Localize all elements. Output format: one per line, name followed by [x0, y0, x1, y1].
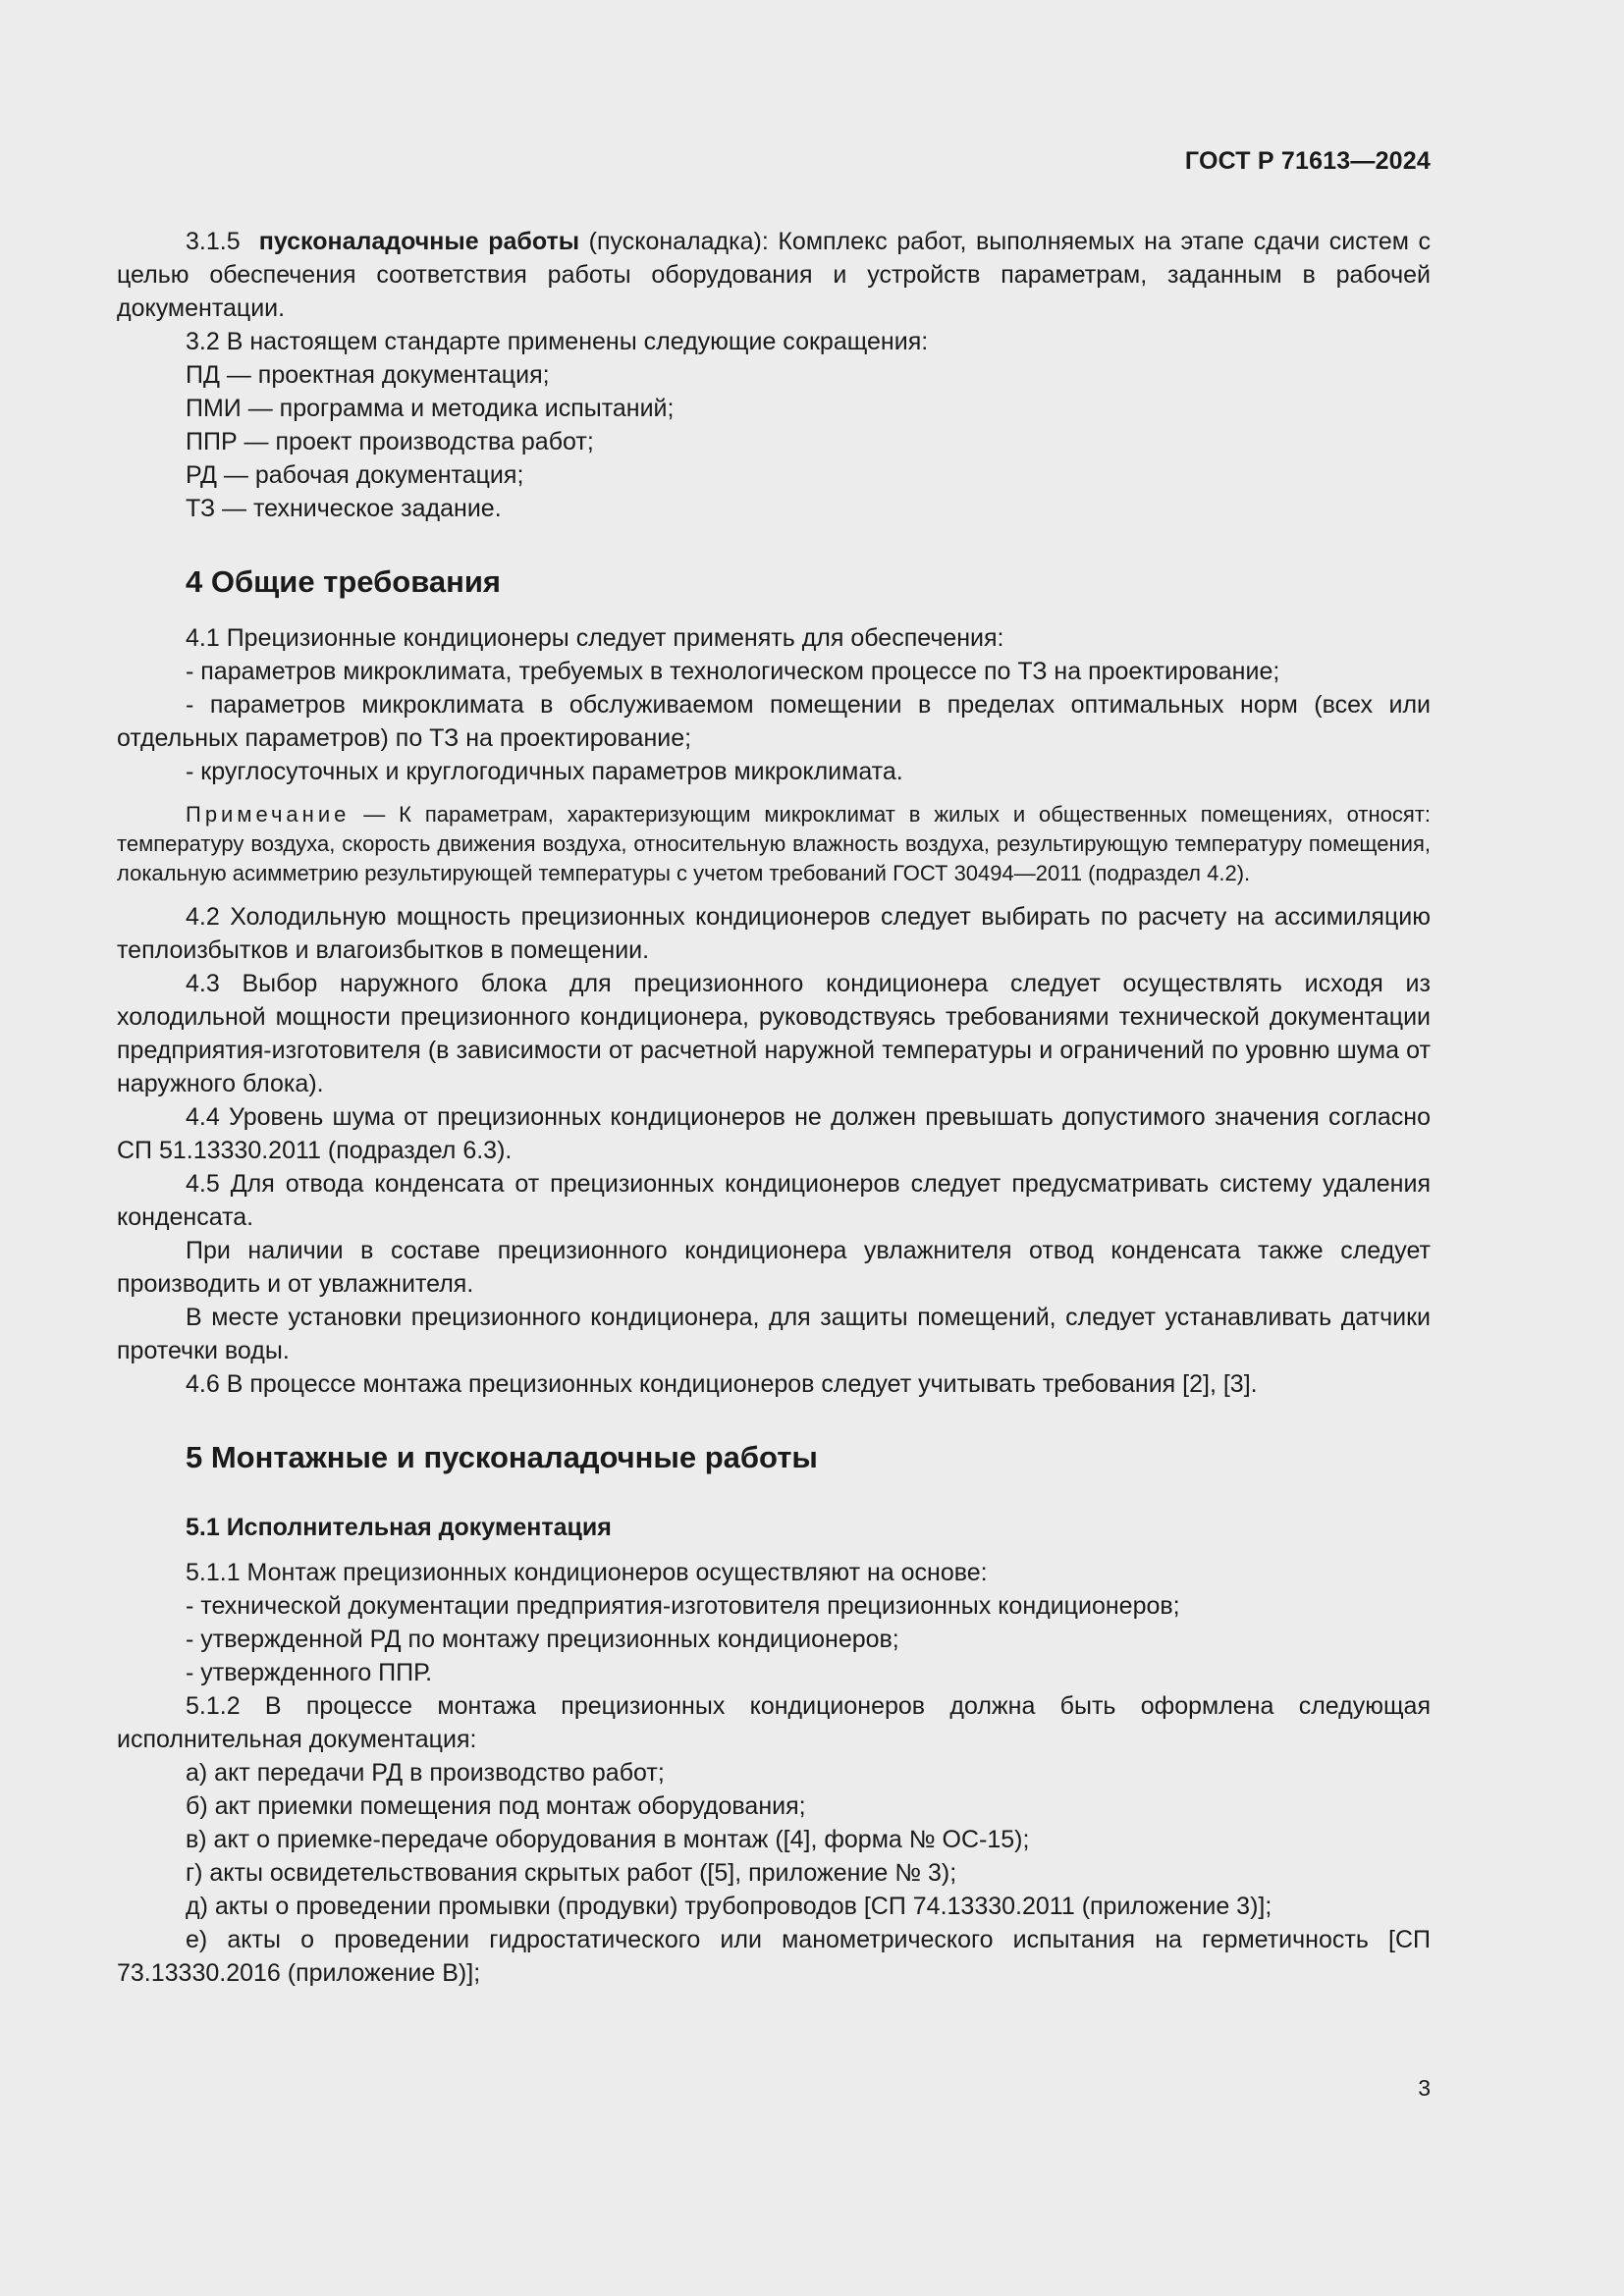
clause-3-1-5	[117, 225, 1431, 325]
list-item: - параметров микроклимата в обслуживаемом помещении в пределах оптимальных норм (всех или отдельных параметров) по ТЗ на проектирование;	[117, 691, 1431, 752]
note-text: — К параметрам, характеризующим микроклимат в жилых и общественных помещениях, относят: температуру воздуха, скорость движения воздуха, относительную влажность воздуха, результирующую температуру помещения, локальную асимметрию результирующей температуры с учетом требований ГОСТ 30494—2011 (подраздел 4.2).	[117, 802, 1431, 885]
list-item: б) акт приемки помещения под монтаж оборудования;	[186, 1792, 806, 1820]
clause-number: 3.1.5	[186, 228, 241, 255]
note-paragraph	[117, 800, 1431, 888]
section-4-heading: 4 Общие требования	[186, 564, 501, 599]
list-item: е) акты о проведении гидростатического или манометрического испытания на герметичность [СП 73.13330.2016 (приложение В)];	[117, 1926, 1431, 1987]
list-item: а) акт передачи РД в производство работ;	[186, 1759, 665, 1787]
page-number: 3	[1418, 2075, 1431, 2101]
clause-4-1: 4.1 Прецизионные кондиционеры следует применять для обеспечения:	[186, 624, 1004, 652]
clause-4-5-paragraph: В месте установки прецизионного кондиционера, для защиты помещений, следует устанавливать датчики протечки воды.	[117, 1304, 1431, 1364]
term-definition: (пусконаладка): Комплекс работ, выполняемых на этапе сдачи систем с целью обеспечения соответствия работы оборудования и устройств параметрам, заданным в рабочей документации.	[117, 228, 1431, 322]
abbreviation-item: РД — рабочая документация;	[186, 461, 524, 489]
clause-4-5: 4.5 Для отвода конденсата от прецизионных кондиционеров следует предусматривать систему удаления конденсата.	[117, 1170, 1431, 1231]
list-item: г) акты освидетельствования скрытых работ ([5], приложение № 3);	[186, 1859, 957, 1887]
list-item: - круглосуточных и круглогодичных параметров микроклимата.	[186, 758, 903, 785]
document-page	[117, 0, 1431, 2296]
clause-4-5-paragraph: При наличии в составе прецизионного кондиционера увлажнителя отвод конденсата также следует производить и от увлажнителя.	[117, 1237, 1431, 1298]
subsection-5-1-heading: 5.1 Исполнительная документация	[186, 1514, 612, 1541]
abbreviation-item: ПМИ — программа и методика испытаний;	[186, 395, 675, 422]
note-block	[117, 800, 1431, 888]
clause-4-6: 4.6 В процессе монтажа прецизионных кондиционеров следует учитывать требования [2], [3].	[186, 1370, 1258, 1398]
term: пусконаладочные работы	[258, 228, 580, 255]
list-item: в) акт о приемке-передаче оборудования в монтаж ([4], форма № ОС-15);	[186, 1826, 1030, 1853]
clause-5-1-2: 5.1.2 В процессе монтажа прецизионных кондиционеров должна быть оформлена следующая исполнительная документация:	[117, 1692, 1431, 1753]
clause-3-2: 3.2 В настоящем стандарте применены следующие сокращения:	[186, 328, 929, 355]
abbreviation-item: ПД — проектная документация;	[186, 361, 550, 389]
document-header: ГОСТ Р 71613—2024	[1184, 147, 1431, 175]
list-item: д) акты о проведении промывки (продувки) трубопроводов [СП 74.13330.2011 (приложение 3)];	[186, 1893, 1272, 1920]
list-item: - параметров микроклимата, требуемых в технологическом процессе по ТЗ на проектирование;	[186, 658, 1280, 685]
clause-4-3: 4.3 Выбор наружного блока для прецизионного кондиционера следует осуществлять исходя из холодильной мощности прецизионного кондиционера, руководствуясь требованиями технической документации предприятия-изготовителя (в зависимости от расчетной наружной температуры и ограничений по уровню шума от наружного блока).	[117, 970, 1431, 1097]
section-5-heading: 5 Монтажные и пусконаладочные работы	[186, 1440, 818, 1474]
list-item: - утвержденного ППР.	[186, 1659, 433, 1686]
note-label: Примечание	[186, 802, 351, 827]
clause-5-1-1: 5.1.1 Монтаж прецизионных кондиционеров осуществляют на основе:	[186, 1559, 988, 1586]
abbreviation-item: ТЗ — техническое задание.	[186, 495, 502, 522]
abbreviation-item: ППР — проект производства работ;	[186, 428, 594, 455]
document-body	[117, 225, 1431, 1990]
clause-4-2: 4.2 Холодильную мощность прецизионных кондиционеров следует выбирать по расчету на ассимиляцию теплоизбытков и влагоизбытков в помещении.	[117, 903, 1431, 964]
list-item: - утвержденной РД по монтажу прецизионных кондиционеров;	[186, 1626, 899, 1653]
list-item: - технической документации предприятия-изготовителя прецизионных кондиционеров;	[186, 1592, 1180, 1620]
clause-4-4: 4.4 Уровень шума от прецизионных кондиционеров не должен превышать допустимого значения согласно СП 51.13330.2011 (подраздел 6.3).	[117, 1103, 1431, 1164]
